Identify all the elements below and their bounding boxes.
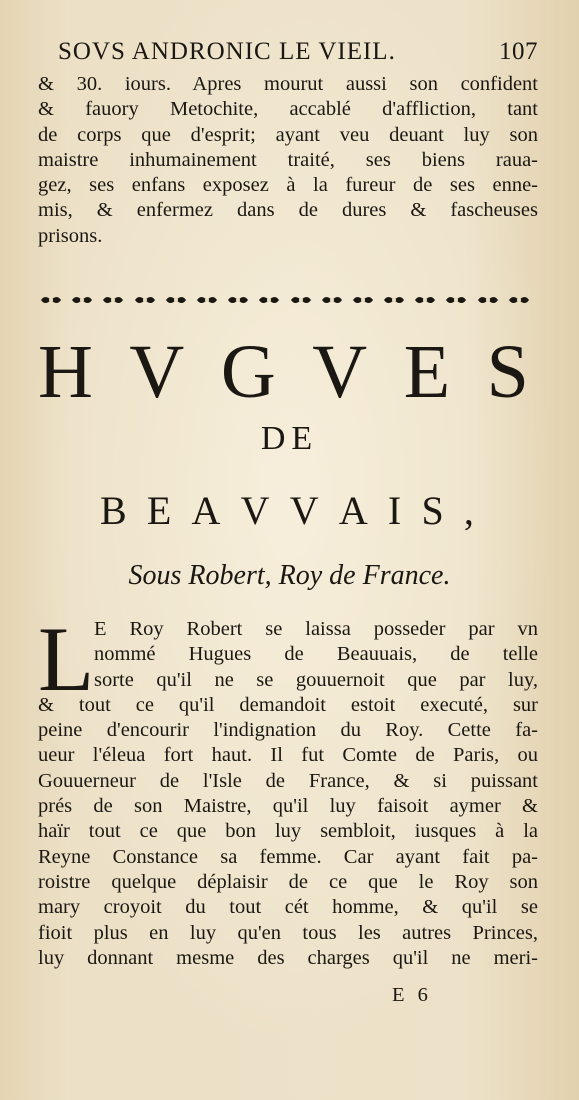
text-line: & 30. iours. Apres mourut aussi son confident	[38, 73, 538, 95]
text-line: & fauory Metochite, accablé d'affliction, tant	[38, 98, 538, 121]
fleuron-ornament	[40, 293, 62, 307]
fleuron-ornament	[445, 293, 467, 307]
text-line: sorte qu'il ne se gouuernoit que par luy,	[94, 668, 538, 691]
title-letter: V	[129, 330, 189, 414]
fleuron-ornament	[227, 293, 249, 307]
text-line: haïr tout ce que bon luy sembloit, iusques à la	[38, 820, 538, 843]
fleuron-ornament	[508, 293, 530, 307]
running-head	[58, 38, 538, 66]
title-letter: H	[38, 330, 97, 414]
fleuron-ornament	[414, 293, 436, 307]
text-line: roistre quelque déplaisir de ce que le Roy son	[38, 870, 538, 893]
fleuron-ornament	[102, 293, 124, 307]
fleuron-ornament	[290, 293, 312, 307]
title-letter: V	[312, 330, 372, 414]
running-head-title: SOVS ANDRONIC LE VIEIL.	[58, 38, 396, 65]
title-surname	[100, 487, 480, 534]
title-letter: E	[403, 330, 455, 414]
surname-letter: V	[240, 488, 276, 533]
title-particle: DE	[260, 420, 319, 457]
drop-cap: L	[38, 608, 95, 710]
signature-mark: E 6	[392, 984, 432, 1006]
fleuron-ornament	[477, 293, 499, 307]
surname-letter: A	[191, 488, 227, 533]
text-line: maistre inhumainement traité, ses biens raua-	[38, 148, 538, 171]
surname-letter: S	[421, 488, 450, 533]
page-number: 107	[499, 38, 538, 65]
surname-letter: I	[387, 488, 408, 533]
chapter-title	[38, 330, 533, 414]
fleuron-ornament	[383, 293, 405, 307]
text-line: peine d'encourir l'indignation du Roy. Cette fa-	[38, 719, 538, 742]
text-line: de corps que d'esprit; ayant veu deuant luy son	[38, 123, 538, 146]
text-line: luy donnant mesme des charges qu'il ne meri-	[38, 946, 538, 969]
text-line: gez, ses enfans exposez à la fureur de ses enne-	[38, 174, 538, 197]
fleuron-ornament	[352, 293, 374, 307]
fleuron-ornament	[321, 293, 343, 307]
text-line: mis, & enfermez dans de dures & fascheuses	[38, 199, 538, 222]
title-letter: G	[220, 330, 280, 414]
text-line: Gouuerneur de l'Isle de France, & si puissant	[38, 769, 538, 792]
text-line: ueur l'éleua fort haut. Il fut Comte de Paris, ou	[38, 744, 538, 767]
surname-letter: ,	[463, 488, 480, 533]
intro-paragraph	[38, 72, 538, 249]
fleuron-ornament	[165, 293, 187, 307]
surname-letter: A	[338, 488, 374, 533]
fleuron-ornament	[134, 293, 156, 307]
text-line: prés de son Maistre, qu'il luy faisoit aymer &	[38, 795, 538, 818]
text-line: E Roy Robert se laissa posseder par vn	[94, 618, 538, 640]
body-paragraph	[38, 608, 538, 971]
fleuron-ornament	[71, 293, 93, 307]
text-line: prisons.	[38, 224, 103, 247]
title-letter: S	[486, 330, 533, 414]
surname-letter: V	[289, 488, 325, 533]
text-line: fioit plus en luy qu'en tous les autres Princes,	[38, 921, 538, 944]
text-line: mary croyoit du tout cét homme, & qu'il se	[38, 896, 538, 919]
ornament-band	[40, 290, 530, 310]
text-line: Reyne Constance sa femme. Car ayant fait pa-	[38, 845, 538, 868]
text-line: & tout ce qu'il demandoit estoit executé, sur	[38, 693, 538, 716]
surname-letter: E	[146, 488, 178, 533]
fleuron-ornament	[196, 293, 218, 307]
surname-letter: B	[100, 488, 133, 533]
fleuron-ornament	[258, 293, 280, 307]
text-line: nommé Hugues de Beauuais, de telle	[94, 643, 538, 666]
chapter-subtitle: Sous Robert, Roy de France.	[128, 560, 451, 591]
